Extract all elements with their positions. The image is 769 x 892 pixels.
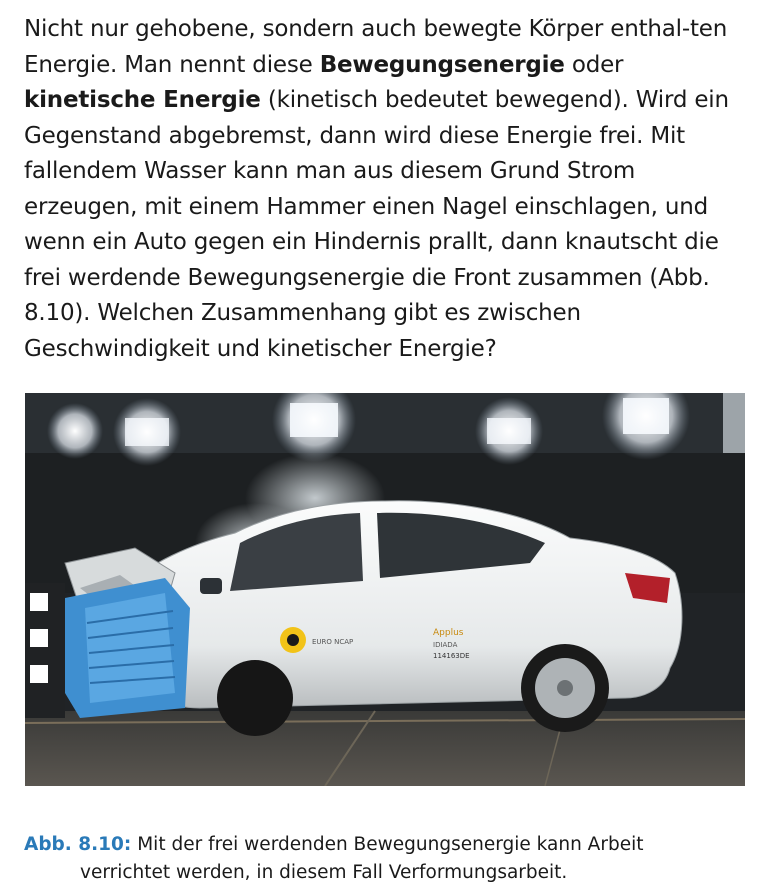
caption-line-1: Mit der frei werdenden Bewegungsenergie kann Arbeit: [137, 834, 644, 855]
crash-test-photo: [25, 393, 745, 786]
paragraph-text-1: Nicht nur gehobene, sondern auch bewegte Körper enthal-ten Energie. Man nennt diese: [24, 16, 728, 78]
paragraph-text-3: (kinetisch bedeutet bewegend). Wird ein Gegenstand abgebremst, dann wird diese Energie frei. Mit fallendem Wasser kann man aus diesem Grund Strom erzeugen, mit einem Hammer einen Nagel einschlagen, und wenn ein Auto gegen ein Hindernis prallt, dann knautscht die frei werdende Bewegungsenergie die Front zusammen (Abb. 8.10). Welchen Zusammenhang gibt es zwischen Geschwindigkeit und kinetischer Energie?: [24, 87, 729, 362]
door-text-applus: Applus: [433, 628, 464, 638]
paragraph-text-2: oder: [564, 51, 624, 78]
crash-test-illustration: [25, 393, 745, 786]
crash-barrier: [25, 578, 190, 718]
logo-text: EURO NCAP: [312, 638, 354, 646]
door-text-idiada: IDIADA: [433, 641, 458, 649]
term-bewegungsenergie: Bewegungsenergie: [319, 51, 565, 78]
caption-line-2: verrichtet werden, in diesem Fall Verformungsarbeit.: [80, 862, 568, 883]
body-paragraph: [24, 12, 754, 367]
caption-label: Abb. 8.10:: [24, 834, 132, 855]
door-text-id: 114163DE: [433, 652, 470, 660]
figure-caption: [24, 831, 754, 887]
term-kinetische-energie: kinetische Energie: [24, 87, 261, 113]
